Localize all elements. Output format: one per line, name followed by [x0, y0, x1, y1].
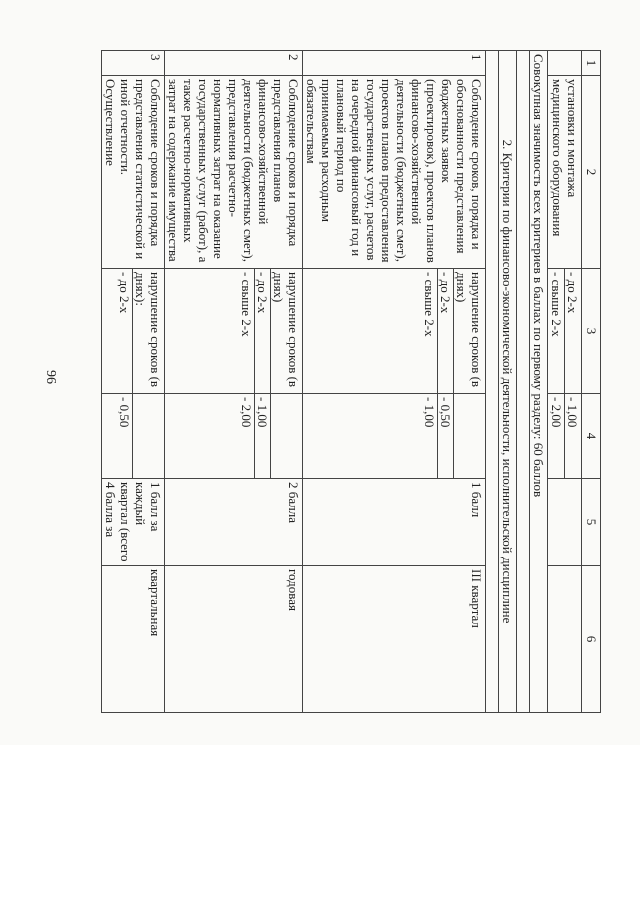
- condition-text: - свыше 2-х: [239, 269, 255, 393]
- cell-conditions: [548, 269, 582, 394]
- cell-conditions: [102, 269, 165, 394]
- cell-points: [548, 479, 582, 566]
- section-title: 2. Критерии по финансово-экономической деятельности, исполнительской дисциплине: [499, 51, 517, 713]
- condition-text: - свыше 2-х: [422, 269, 438, 393]
- condition-text: - свыше 2-х: [549, 269, 565, 393]
- value-spacer: [133, 397, 163, 475]
- cell-values: [165, 394, 303, 479]
- spacer-cell: [517, 51, 530, 713]
- cell-conditions: [165, 269, 303, 394]
- cell-points: 1 балл: [303, 479, 486, 566]
- header-cell: 2: [582, 76, 601, 269]
- condition-text: - до 2-х: [117, 269, 133, 393]
- cell-points: 1 балл за каждый квартал (всего 4 балла за: [102, 479, 165, 566]
- cell-values: [548, 394, 582, 479]
- cell-period: [548, 566, 582, 713]
- table-row: [303, 51, 486, 713]
- section-title-row: [499, 51, 517, 713]
- value-spacer: [454, 397, 484, 475]
- cell-points: 2 балла: [165, 479, 303, 566]
- header-cell: 6: [582, 566, 601, 713]
- cell-period: квартальная: [102, 566, 165, 713]
- cell-num: 2: [165, 51, 303, 76]
- condition-text: - до 2-х: [255, 269, 271, 393]
- value-spacer: [271, 397, 301, 475]
- header-cell: 4: [582, 394, 601, 479]
- blank-margin: [0, 745, 640, 905]
- total-row: [530, 51, 548, 713]
- table-header-row: [582, 51, 601, 713]
- cell-values: [102, 394, 165, 479]
- measure-text: нарушение сроков (в днях):: [133, 272, 163, 388]
- cell-name: Соблюдение сроков и порядка представления статистической и иной отчетности. Осуществление: [102, 76, 165, 269]
- spacer-row: [486, 51, 499, 713]
- value-text: - 0,50: [117, 394, 133, 478]
- cell-conditions: [303, 269, 486, 394]
- value-text: - 0,50: [438, 394, 454, 478]
- table-row: [548, 51, 582, 713]
- value-text: - 1,00: [565, 397, 580, 428]
- total-row-text: Совокупная значимость всех критериев в баллах по первому разделу: 60 баллов: [530, 51, 548, 713]
- value-text: - 2,00: [239, 394, 255, 478]
- measure-text: нарушение сроков (в днях): [271, 272, 301, 388]
- value-text: - 2,00: [549, 394, 565, 478]
- cell-num: 3: [102, 51, 165, 76]
- rotated-table-container: [101, 50, 601, 712]
- cell-period: годовая: [165, 566, 303, 713]
- page-number: 96: [43, 370, 58, 384]
- condition-text: - до 2-х: [565, 272, 580, 314]
- cell-num: [548, 51, 582, 76]
- cell-period: III квартал: [303, 566, 486, 713]
- table-row: [102, 51, 165, 713]
- value-text: - 1,00: [422, 394, 438, 478]
- header-cell: 3: [582, 269, 601, 394]
- cell-name: Соблюдение сроков и порядка представления планов финансово-хозяйственной деятельности (бюджетных смет), представления расчетно-нормативных затрат на оказание государственных услуг (работ), а также расчетно-нормативных затрат на содержание имущества: [165, 76, 303, 269]
- spacer-cell: [486, 51, 499, 713]
- header-cell: 5: [582, 479, 601, 566]
- cell-name: Соблюдение сроков, порядка и обоснованности представления бюджетных заявок (проектировок), проектов планов финансово-хозяйственной деятельности (бюджетных смет), проектов планов предоставления государственных услуг, расчетов на очередной финансовый год и плановый период по принимаемым расходным обязательствам: [303, 76, 486, 269]
- cell-name: установки и монтажа медицинского оборудования: [548, 76, 582, 269]
- header-cell: 1: [582, 51, 601, 76]
- table-row: [165, 51, 303, 713]
- criteria-table: [101, 50, 601, 713]
- value-text: - 1,00: [255, 394, 271, 478]
- cell-num: 1: [303, 51, 486, 76]
- condition-text: - до 2-х: [438, 269, 454, 393]
- cell-values: [303, 394, 486, 479]
- measure-text: нарушение сроков (в днях): [454, 272, 484, 388]
- spacer-row: [517, 51, 530, 713]
